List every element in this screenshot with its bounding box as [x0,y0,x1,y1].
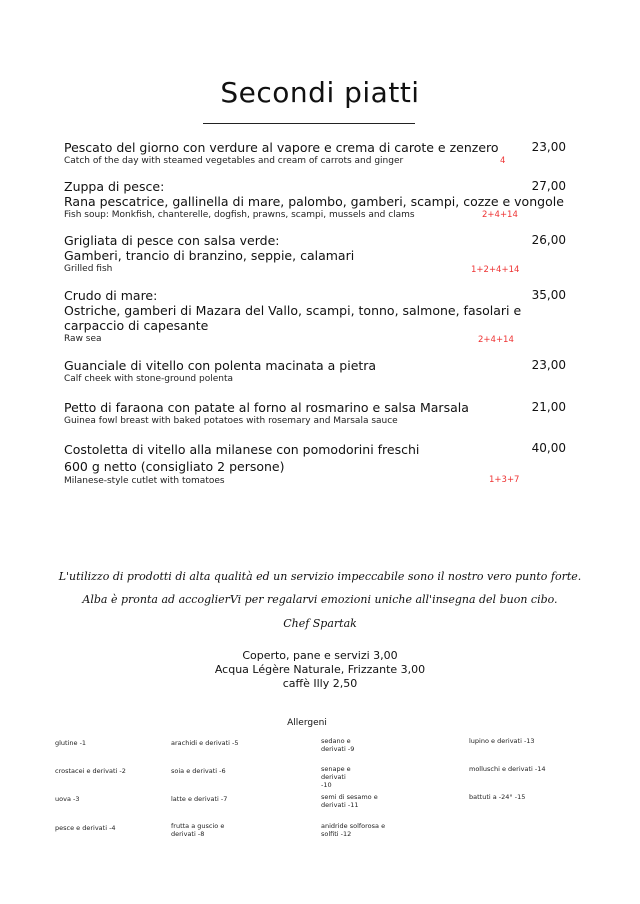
allergen-entry: lupino e derivati -13 [469,737,535,745]
dish-description: carpaccio di capesante [64,318,209,333]
dish-allergens: 4 [500,156,506,166]
dish-item [64,140,564,168]
allergen-entry: uova -3 [55,795,80,803]
dish-name: Grigliata di pesce con salsa verde: [64,233,280,248]
allergen-entry: senape e derivati -10 [321,765,351,789]
dish-english: Calf cheek with stone-ground polenta [64,374,234,384]
allergen-entry: pesce e derivati -4 [55,824,116,832]
page-title: Secondi piatti [220,76,420,109]
dish-name: Guanciale di vitello con polenta macinata a pietra [64,358,377,373]
dish-description: 600 g netto (consigliato 2 persone) [64,459,285,474]
dish-price: 40,00 [531,441,566,455]
dish-price: 23,00 [531,140,566,154]
dish-item [64,400,564,428]
allergen-entry: soia e derivati -6 [171,767,226,775]
allergen-entry: crostacei e derivati -2 [55,767,126,775]
allergen-entry: molluschi e derivati -14 [469,765,546,773]
title-divider [203,123,415,124]
allergen-entry: battuti a -24° -15 [469,793,526,801]
dish-description: Rana pescatrice, gallinella di mare, palombo, gamberi, scampi, cozze e vongole [64,194,564,209]
dish-allergens: 2+4+14 [482,210,518,220]
dish-name: Pescato del giorno con verdure al vapore e crema di carote e zenzero [64,140,499,155]
dish-english: Raw sea [64,334,102,344]
dish-english: Fish soup: Monkfish, chanterelle, dogfish, prawns, scampi, mussels and clams [64,210,415,220]
dish-price: 27,00 [531,179,566,193]
motto-line: L'utilizzo di prodotti di alta qualità ed un servizio impeccabile sono il nostro vero punto forte. [58,570,582,583]
allergen-entry: anidride solforosa e solfiti -12 [321,822,386,838]
dish-english: Milanese-style cutlet with tomatoes [64,476,225,486]
allergen-entry: glutine -1 [55,739,87,747]
dish-name: Costoletta di vitello alla milanese con pomodorini freschi [64,442,420,457]
allergens-title: Allergeni [287,718,327,728]
dish-price: 21,00 [531,400,566,414]
dish-allergens: 1+2+4+14 [471,265,520,275]
dish-price: 23,00 [531,358,566,372]
dish-name: Crudo di mare: [64,288,158,303]
dish-item [64,358,564,386]
motto-line: Alba è pronta ad accoglierVi per regalarvi emozioni uniche all'insegna del buon cibo. [82,593,558,606]
dish-price: 26,00 [531,233,566,247]
allergen-entry: semi di sesamo e derivati -11 [321,793,378,809]
dish-english: Guinea fowl breast with baked potatoes with rosemary and Marsala sauce [64,416,398,426]
service-line: Acqua Légère Naturale, Frizzante 3,00 [214,663,426,676]
allergen-entry: sedano e derivati -9 [321,737,355,753]
allergen-entry: arachidi e derivati -5 [171,739,239,747]
dish-name: Zuppa di pesce: [64,179,165,194]
dish-name: Petto di faraona con patate al forno al rosmarino e salsa Marsala [64,400,469,415]
dish-allergens: 2+4+14 [478,335,514,345]
dish-allergens: 1+3+7 [489,475,520,485]
chef-signature: Chef Spartak [283,617,357,630]
dish-description: Gamberi, trancio di branzino, seppie, calamari [64,248,355,263]
dish-english: Grilled fish [64,264,113,274]
allergen-entry: frutta a guscio e derivati -8 [171,822,225,838]
service-line: Coperto, pane e servizi 3,00 [242,649,398,662]
allergen-entry: latte e derivati -7 [171,795,228,803]
dish-english: Catch of the day with steamed vegetables and cream of carrots and ginger [64,156,404,166]
service-line: caffè Illy 2,50 [282,677,358,690]
dish-price: 35,00 [531,288,566,302]
dish-description: Ostriche, gamberi di Mazara del Vallo, scampi, tonno, salmone, fasolari e [64,303,522,318]
